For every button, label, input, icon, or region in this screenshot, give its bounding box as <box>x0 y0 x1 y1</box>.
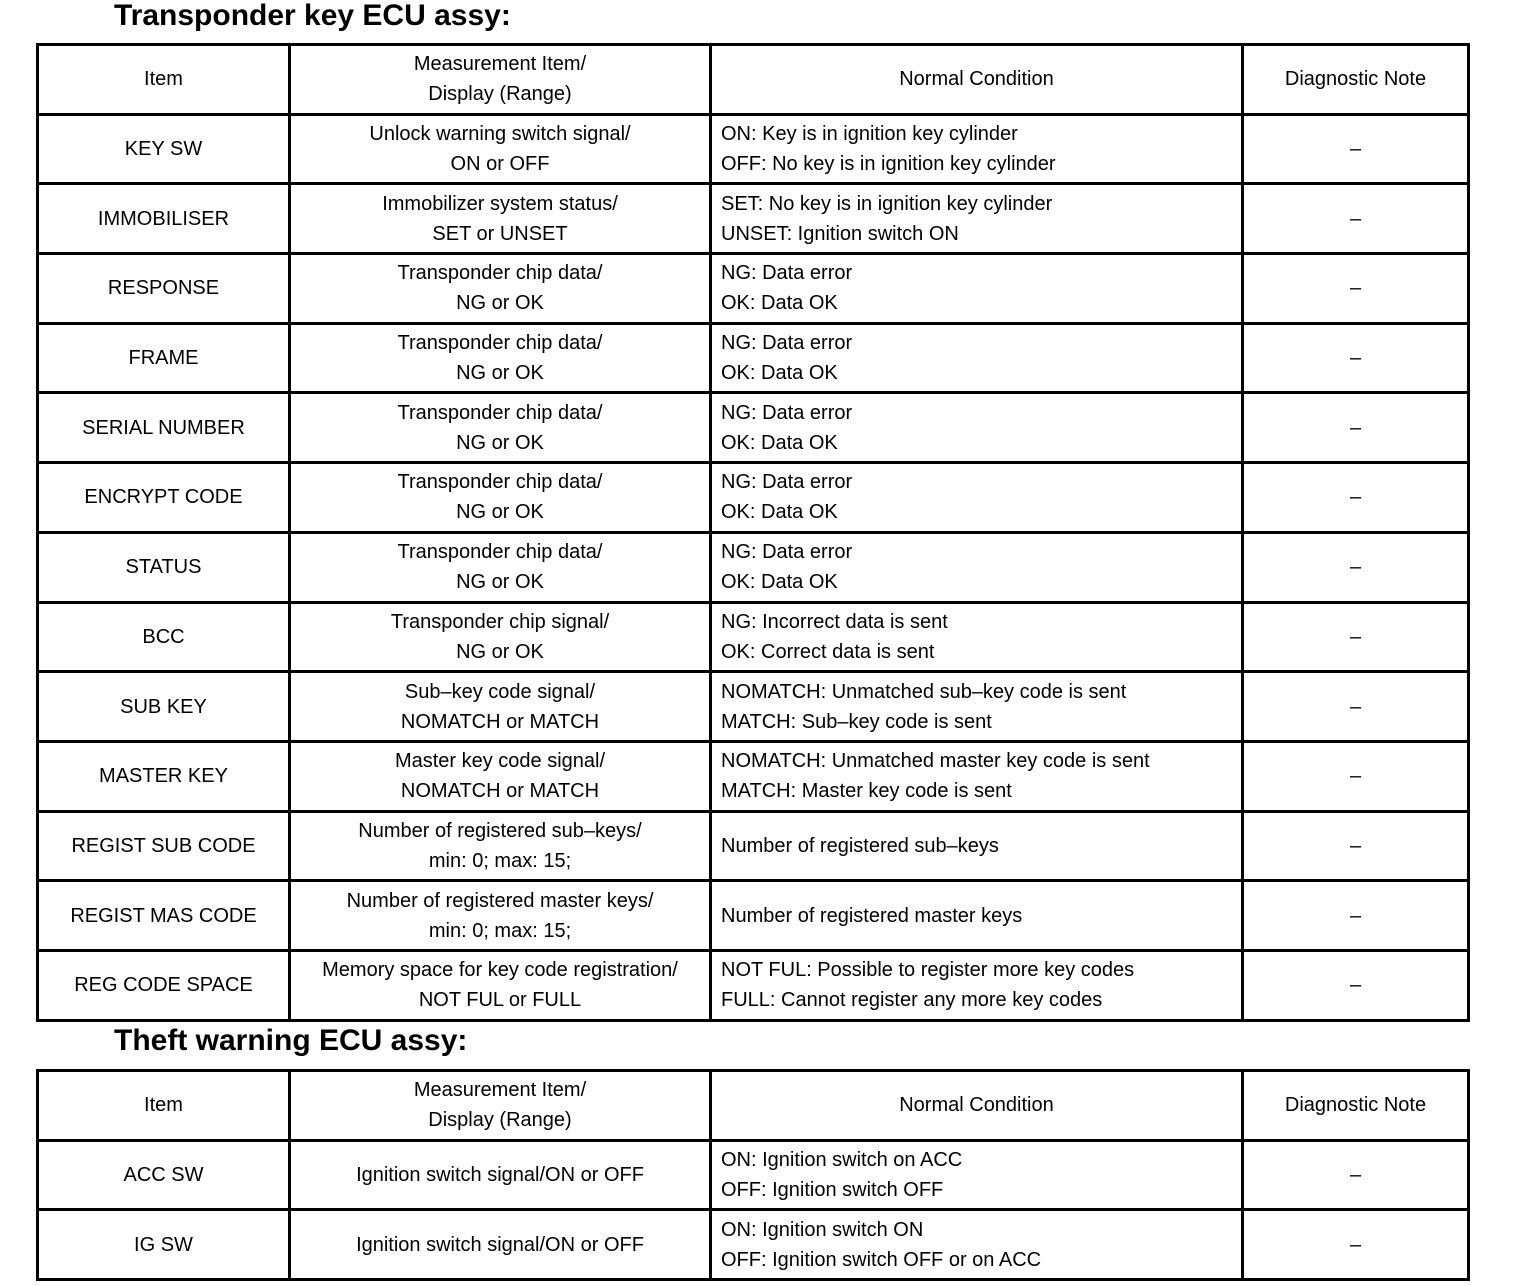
condition-line2: OK: Data OK <box>721 501 838 524</box>
table-row <box>38 811 1469 881</box>
measurement-line1: Memory space for key code registration/ <box>322 959 678 982</box>
measurement-line2: NOMATCH or MATCH <box>400 710 600 733</box>
diagnostic-note-cell: – <box>1243 881 1469 951</box>
table-row <box>38 463 1469 533</box>
item-cell: BCC <box>38 602 290 672</box>
condition-cell <box>711 532 1243 602</box>
measurement-line1: Number of registered master keys/ <box>346 889 654 912</box>
condition-line2: OFF: Ignition switch OFF or on ACC <box>721 1248 1042 1271</box>
measurement-line1: Ignition switch signal/ON or OFF <box>356 1233 644 1256</box>
table-row <box>38 532 1469 602</box>
diagnostic-note-cell: – <box>1243 184 1469 254</box>
header-condition: Normal Condition <box>711 45 1243 115</box>
condition-line2: OK: Data OK <box>721 292 838 315</box>
item-cell: IMMOBILISER <box>38 184 290 254</box>
measurement-line2: NOT FUL or FULL <box>418 989 582 1012</box>
measurement-cell <box>290 1140 711 1210</box>
item-cell: FRAME <box>38 323 290 393</box>
item-cell: RESPONSE <box>38 254 290 324</box>
condition-line1: ON: Ignition switch on ACC <box>721 1149 963 1172</box>
table-row <box>38 1210 1469 1280</box>
measurement-cell <box>290 672 711 742</box>
condition-line2: OK: Correct data is sent <box>721 640 935 663</box>
item-cell: REGIST SUB CODE <box>38 811 290 881</box>
condition-line2: OK: Data OK <box>721 431 838 454</box>
measurement-line1: Transponder chip data/ <box>397 332 603 355</box>
measurement-line1: Transponder chip data/ <box>397 401 603 424</box>
measurement-line1: Transponder chip data/ <box>397 541 603 564</box>
condition-line1: NG: Incorrect data is sent <box>721 610 948 633</box>
diagnostic-note-cell: – <box>1243 741 1469 811</box>
measurement-line1: Master key code signal/ <box>394 750 606 773</box>
diagnostic-note-cell: – <box>1243 1140 1469 1210</box>
measurement-cell <box>290 393 711 463</box>
item-cell: REG CODE SPACE <box>38 950 290 1020</box>
table-row <box>38 602 1469 672</box>
table-row <box>38 741 1469 811</box>
transponder-ecu-table <box>36 43 1470 1022</box>
measurement-line2: NG or OK <box>456 431 544 454</box>
item-cell: KEY SW <box>38 114 290 184</box>
condition-line1: Number of registered sub–keys <box>721 834 999 857</box>
item-cell: SUB KEY <box>38 672 290 742</box>
measurement-line1: Sub–key code signal/ <box>404 680 596 703</box>
header-item: Item <box>38 45 290 115</box>
header-measurement-line2: Display (Range) <box>428 83 572 106</box>
condition-cell <box>711 463 1243 533</box>
item-cell: ENCRYPT CODE <box>38 463 290 533</box>
header-note: Diagnostic Note <box>1243 45 1469 115</box>
condition-cell <box>711 741 1243 811</box>
table-row <box>38 114 1469 184</box>
header-measurement-line1: Measurement Item/ <box>413 1079 587 1102</box>
condition-line1: NG: Data error <box>721 332 853 355</box>
section-title-transponder: Transponder key ECU assy: <box>114 0 511 32</box>
measurement-cell <box>290 741 711 811</box>
condition-line2: OFF: Ignition switch OFF <box>721 1179 944 1202</box>
condition-cell <box>711 184 1243 254</box>
item-cell: SERIAL NUMBER <box>38 393 290 463</box>
condition-line1: NG: Data error <box>721 541 853 564</box>
condition-cell <box>711 950 1243 1020</box>
header-note: Diagnostic Note <box>1243 1071 1469 1141</box>
measurement-line2: NG or OK <box>456 571 544 594</box>
measurement-cell <box>290 811 711 881</box>
header-measurement <box>290 1071 711 1141</box>
measurement-line1: Immobilizer system status/ <box>382 192 618 215</box>
header-measurement-line2: Display (Range) <box>428 1109 572 1132</box>
condition-line1: ON: Ignition switch ON <box>721 1218 924 1241</box>
measurement-cell <box>290 254 711 324</box>
diagnostic-note-cell: – <box>1243 950 1469 1020</box>
condition-line1: ON: Key is in ignition key cylinder <box>721 123 1018 146</box>
measurement-line1: Transponder chip data/ <box>397 262 603 285</box>
condition-line1: NOMATCH: Unmatched sub–key code is sent <box>721 680 1127 703</box>
measurement-line2: min: 0; max: 15; <box>428 849 572 872</box>
measurement-cell <box>290 532 711 602</box>
table-row <box>38 881 1469 951</box>
condition-line1: NG: Data error <box>721 401 853 424</box>
condition-cell <box>711 881 1243 951</box>
item-cell: ACC SW <box>38 1140 290 1210</box>
diagnostic-note-cell: – <box>1243 532 1469 602</box>
diagnostic-note-cell: – <box>1243 114 1469 184</box>
table-row <box>38 323 1469 393</box>
measurement-line2: NOMATCH or MATCH <box>400 780 600 803</box>
condition-cell <box>711 811 1243 881</box>
condition-line2: OFF: No key is in ignition key cylinder <box>721 153 1056 176</box>
table-row <box>38 254 1469 324</box>
table-header-row <box>38 1071 1469 1141</box>
condition-cell <box>711 393 1243 463</box>
measurement-cell <box>290 184 711 254</box>
item-cell: IG SW <box>38 1210 290 1280</box>
table-row <box>38 672 1469 742</box>
diagnostic-note-cell: – <box>1243 1210 1469 1280</box>
condition-line2: OK: Data OK <box>721 362 838 385</box>
measurement-cell <box>290 881 711 951</box>
measurement-line1: Transponder chip signal/ <box>390 610 610 633</box>
diagnostic-note-cell: – <box>1243 811 1469 881</box>
table-row <box>38 950 1469 1020</box>
diagnostic-note-cell: – <box>1243 463 1469 533</box>
measurement-cell <box>290 463 711 533</box>
diagnostic-note-cell: – <box>1243 323 1469 393</box>
theft-warning-ecu-table <box>36 1069 1470 1281</box>
condition-cell <box>711 254 1243 324</box>
diagnostic-note-cell: – <box>1243 393 1469 463</box>
measurement-line1: Number of registered sub–keys/ <box>358 819 642 842</box>
table-row <box>38 393 1469 463</box>
measurement-cell <box>290 602 711 672</box>
measurement-line1: Ignition switch signal/ON or OFF <box>356 1164 644 1187</box>
measurement-cell <box>290 950 711 1020</box>
diagnostic-note-cell: – <box>1243 254 1469 324</box>
measurement-line1: Unlock warning switch signal/ <box>369 123 631 146</box>
table-header-row <box>38 45 1469 115</box>
table-row <box>38 184 1469 254</box>
condition-line1: Number of registered master keys <box>721 904 1023 927</box>
header-measurement-line1: Measurement Item/ <box>413 53 587 76</box>
condition-line2: MATCH: Master key code is sent <box>721 780 1012 803</box>
measurement-cell <box>290 323 711 393</box>
item-cell: STATUS <box>38 532 290 602</box>
item-cell: REGIST MAS CODE <box>38 881 290 951</box>
condition-line2: FULL: Cannot register any more key codes <box>721 989 1103 1012</box>
measurement-line2: NG or OK <box>456 640 544 663</box>
measurement-cell <box>290 114 711 184</box>
measurement-line2: ON or OFF <box>450 153 550 176</box>
condition-line1: NG: Data error <box>721 471 853 494</box>
section-title-theft-warning: Theft warning ECU assy: <box>114 1024 468 1057</box>
condition-cell <box>711 1210 1243 1280</box>
diagnostic-note-cell: – <box>1243 602 1469 672</box>
condition-line1: NG: Data error <box>721 262 853 285</box>
item-cell: MASTER KEY <box>38 741 290 811</box>
condition-line1: NOT FUL: Possible to register more key codes <box>721 959 1135 982</box>
measurement-line2: SET or UNSET <box>432 222 568 245</box>
condition-line2: MATCH: Sub–key code is sent <box>721 710 992 733</box>
measurement-line2: NG or OK <box>456 501 544 524</box>
condition-cell <box>711 114 1243 184</box>
measurement-line2: NG or OK <box>456 292 544 315</box>
condition-cell <box>711 672 1243 742</box>
header-condition: Normal Condition <box>711 1071 1243 1141</box>
measurement-line2: NG or OK <box>456 362 544 385</box>
measurement-line2: min: 0; max: 15; <box>428 919 572 942</box>
condition-line1: SET: No key is in ignition key cylinder <box>721 192 1053 215</box>
diagnostic-note-cell: – <box>1243 672 1469 742</box>
condition-cell <box>711 1140 1243 1210</box>
header-measurement <box>290 45 711 115</box>
condition-cell <box>711 323 1243 393</box>
header-item: Item <box>38 1071 290 1141</box>
condition-line2: OK: Data OK <box>721 571 838 594</box>
measurement-cell <box>290 1210 711 1280</box>
table-row <box>38 1140 1469 1210</box>
condition-line1: NOMATCH: Unmatched master key code is sent <box>721 750 1150 773</box>
condition-line2: UNSET: Ignition switch ON <box>721 222 959 245</box>
measurement-line1: Transponder chip data/ <box>397 471 603 494</box>
condition-cell <box>711 602 1243 672</box>
